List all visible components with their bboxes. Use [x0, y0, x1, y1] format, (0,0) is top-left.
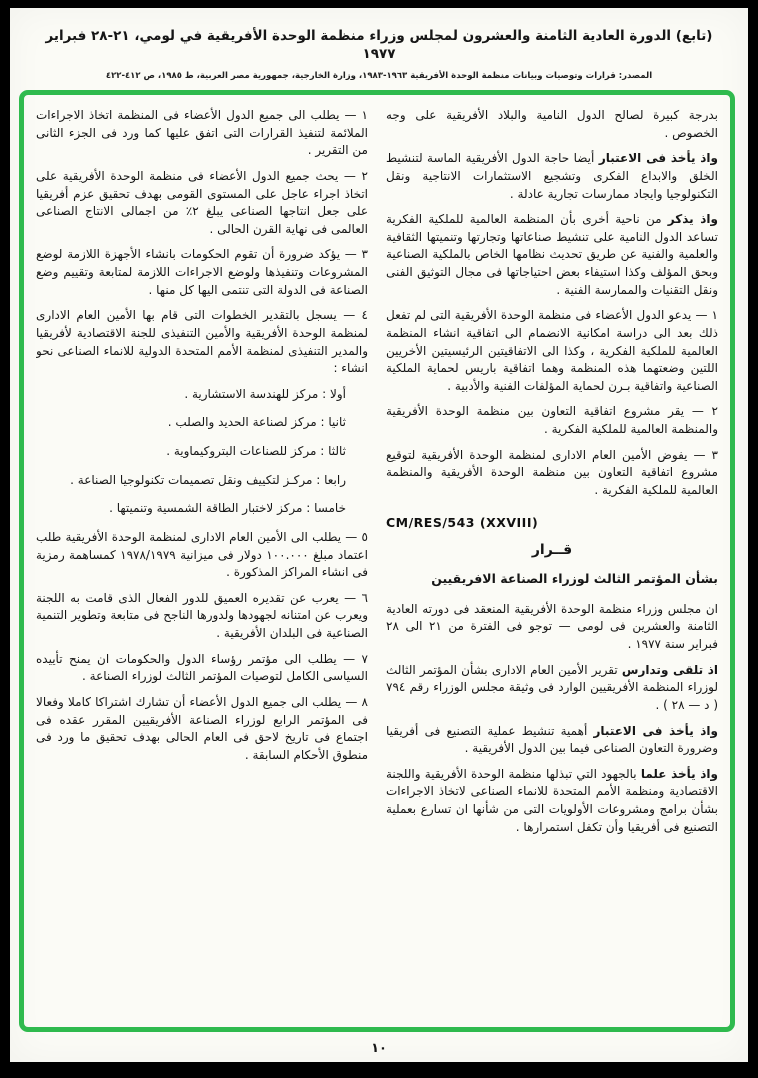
paragraph-text: ٢ — يحث جميع الدول الأعضاء فى منظمة الوحدة الأفريقية على اتخاذ اجراء عاجل على المستوى القومى بهدف تحقيق عزم أفريقيا على جعل انتاجها الصناعى يبلغ ٢٪ من اجمالى الانتاج الصناعى العالمى فى نهاية القرن الحالى .	[36, 168, 368, 236]
paragraph-text: أهمية تنشيط عملية التصنيع فى أفريقيا وضرورة التعاون الصناعى فيما بين الدول الأفريقية .	[386, 723, 718, 756]
paragraph-text: ١ — يدعو الدول الأعضاء فى منظمة الوحدة الأفريقية التى لم تفعل ذلك بعد الى دراسة امكانية الانضمام الى اتفاقية انشاء المنظمة العالمية للملكية الفكرية ، وكذا الى الاتفاقيتين الرئيسيتين الأخريين اللتين وضعتهما هذه المنظمة وهما اتفاقية باريس لحماية الملكية الصناعية واتفاقية بـرن لحماية المؤلفات الفنية والأدبية .	[386, 308, 718, 393]
paragraph	[386, 211, 718, 299]
paragraph-text: ان مجلس وزراء منظمة الوحدة الأفريقية المنعقد فى دورته العادية الثامنة والعشرين فى لومى — توجو فى الفترة من ٢١ الى ٢٨ فبراير سنة ١٩٧٧ .	[386, 601, 718, 652]
paragraph-text: ٨ — يطلب الى جميع الدول الأعضاء أن تشارك اشتراكا كاملا وفعالا فى المؤتمر الرابع لوزراء الصناعة الأفريقيين المقرر عقده فى اجتماع فى تاريخ لاحق فى العام الحالى بهدف تحقيق ما ورد فى منطوق الأحكام السابقة .	[36, 694, 368, 762]
paragraph-text: ثانيا : مركز لصناعة الحديد والصلب .	[167, 415, 346, 430]
paragraph-text: ٥ — يطلب الى الأمين العام الادارى لمنظمة الوحدة الأفريقية طلب اعتماد مبلغ ١٠٠.٠٠٠ دولار فى ميزانية ١٩٧٨/١٩٧٩ كمساهمة رمزية فى انشاء المراكز المذكورة .	[36, 529, 368, 580]
paragraph	[36, 168, 368, 239]
paragraph	[386, 766, 718, 837]
document-reference-code	[386, 514, 718, 532]
paragraph	[386, 723, 718, 758]
paragraph-text: بالجهود التي تبذلها منظمة الوحدة الأفريقية واللجنة الاقتصادية ومنظمة الأمم المتحدة للانماء الصناعى لاتخاذ الاجراءات بشأن برامج ومشروعات الأولويات التى من شأنها ان تسارع بعملية التصنيع فى أفريقيا وأن تكفل استمرارها .	[386, 766, 718, 834]
paragraph-text: CM/RES/543 (XXVIII)	[386, 514, 539, 530]
column-left	[36, 107, 368, 1019]
paragraph	[36, 651, 368, 686]
paragraph-text: من ناحية أخرى بأن المنظمة العالمية للملكية الفكرية تساعد الدول النامية على تنشيط صناعاتها وتجارتها وتنميتها الثقافية والعلمية والفنية عن طريق تحديث نظامها الخاص بالملكية الصناعية وبحق المؤلف وكذا استيفاء بعض احتياجاتها فى مجال التوثيق الفنى ونقل التقنيات والممارسة الفنية .	[386, 212, 718, 297]
text-columns	[36, 107, 718, 1019]
paragraph-text: ٣ — يفوض الأمين العام الادارى لمنظمة الوحدة الأفريقية لتوقيع مشروع اتفاقية التعاون بين منظمة الوحدة الأفريقية والمنظمة العالمية للملكية الفكرية .	[386, 447, 718, 497]
resolution-title	[386, 540, 718, 561]
page-number: ١٠	[371, 1041, 387, 1056]
paragraph-text: أيضا حاجة الدول الأفريقية الماسة لتنشيط الخلق والابداع الفكرى وتشجيع الاستثمارات الانتاجية ونقل التكنولوجيا وايجاد ممارسات تجارية عادلة .	[386, 151, 718, 201]
paragraph-text: قــرار	[531, 541, 573, 558]
paragraph-text: ١ — يطلب الى جميع الدول الأعضاء فى المنظمة اتخاذ الاجراءات الملائمة لتنفيذ القرارات التى اتفق عليها كما ورد فى الجزء الثانى من التقرير .	[36, 108, 368, 158]
paragraph-lead-phrase: واذ يذكر	[667, 212, 718, 227]
paragraph-text: بدرجة كبيرة لصالح الدول النامية والبلاد الأفريقية على وجه الخصوص .	[386, 108, 718, 140]
paragraph	[386, 601, 718, 654]
document-header	[10, 8, 748, 81]
paragraph	[36, 529, 368, 582]
list-item-second	[36, 414, 368, 432]
paragraph-text: بشأن المؤتمر الثالث لوزراء الصناعة الافريقيين	[431, 571, 718, 587]
list-item-fifth	[36, 500, 368, 518]
paragraph-text: ثالثا : مركز للصناعات البتروكيماوية .	[166, 444, 346, 458]
column-right	[386, 107, 718, 1019]
paragraph	[36, 694, 368, 765]
paragraph-text: ٣ — يؤكد ضرورة أن تقوم الحكومات بانشاء الأجهزة اللازمة لوضع المشروعات وتنفيذها ولوضع الاجراءات اللازمة لمتابعة وتقييم وضع الصناعة فى الدولة التى تنتمى اليها كل منها .	[36, 247, 368, 297]
paragraph	[36, 590, 368, 643]
paragraph-text: ٦ — يعرب عن تقديره العميق للدور الفعال الذى قامت به اللجنة ويعرب عن امتنانه لجهودها ولدورها الناجح فى متابعة وتطوير التنمية الصناعية فى البلدان الأفريقية .	[36, 590, 368, 640]
paragraph-text: ٢ — يقر مشروع اتفاقية التعاون بين منظمة الوحدة الأفريقية والمنظمة العالمية للملكية الفكرية .	[386, 404, 718, 436]
paragraph-lead-phrase: واذ يأخذ فى الاعتبار	[598, 151, 718, 166]
paragraph	[36, 246, 368, 299]
paragraph	[386, 307, 718, 395]
paragraph	[386, 447, 718, 500]
green-frame	[19, 90, 735, 1032]
list-item-fourth	[36, 472, 368, 490]
paragraph	[36, 107, 368, 160]
paragraph	[36, 307, 368, 378]
paragraph	[386, 150, 718, 203]
document-page	[10, 8, 748, 1062]
header-session-title: (تابع) الدورة العادية الثامنة والعشرون لمجلس وزراء منظمة الوحدة الأفريقية في لومي، ٢١-٢٨ فبراير ١٩٧٧	[45, 28, 713, 62]
paragraph-text: تقرير الأمين العام الادارى بشأن المؤتمر الثالث لوزراء المنظمة الأفريقيين الوارد فى وثيقة مجلس الوزراء رقم ٧٩٤ ( د — ٢٨ ) .	[386, 662, 718, 712]
paragraph	[386, 107, 718, 142]
paragraph-lead-phrase: واذ يأخذ علما	[640, 766, 718, 781]
paragraph-text: ٧ — يطلب الى مؤتمر رؤساء الدول والحكومات ان يمنح تأييده السياسى الكامل لتوصيات المؤتمر الثالث لوزراء الصناعة .	[36, 651, 368, 684]
paragraph-text: رابعا : مركـز لتكييف ونقل تصميمات تكنولوجيا الصناعة .	[70, 472, 346, 487]
paragraph-text: ٤ — يسجل بالتقدير الخطوات التى قام بها الأمين العام الادارى لمنظمة الوحدة الأفريقية والأمين التنفيذى للجنة الاقتصادية لأفريقيا والمدير التنفيذى لمنظمة الأمم المتحدة الدولية للانماء الصناعى نحو انشاء :	[36, 308, 368, 376]
paragraph	[386, 662, 718, 715]
list-item-first	[36, 386, 368, 404]
paragraph	[386, 403, 718, 438]
paragraph-lead-phrase: واذ يأخذ فى الاعتبار	[593, 723, 718, 738]
list-item-third	[36, 443, 368, 461]
paragraph-lead-phrase: اذ تلقى وتدارس	[621, 662, 718, 677]
header-source-line: المصدر: قرارات وتوصيات وبيانات منظمة الوحدة الأفريقية ١٩٦٣-١٩٨٣، وزارة الخارجية، جمهورية مصر العربية، ط ١٩٨٥، ص ٤١٢-٤٢٢	[105, 71, 653, 82]
paragraph-text: خامسا : مركز لاختبار الطاقة الشمسية وتنميتها .	[109, 501, 346, 516]
paragraph-text: أولا : مركز للهندسة الاستشارية .	[184, 386, 346, 401]
resolution-subtitle	[386, 570, 718, 588]
